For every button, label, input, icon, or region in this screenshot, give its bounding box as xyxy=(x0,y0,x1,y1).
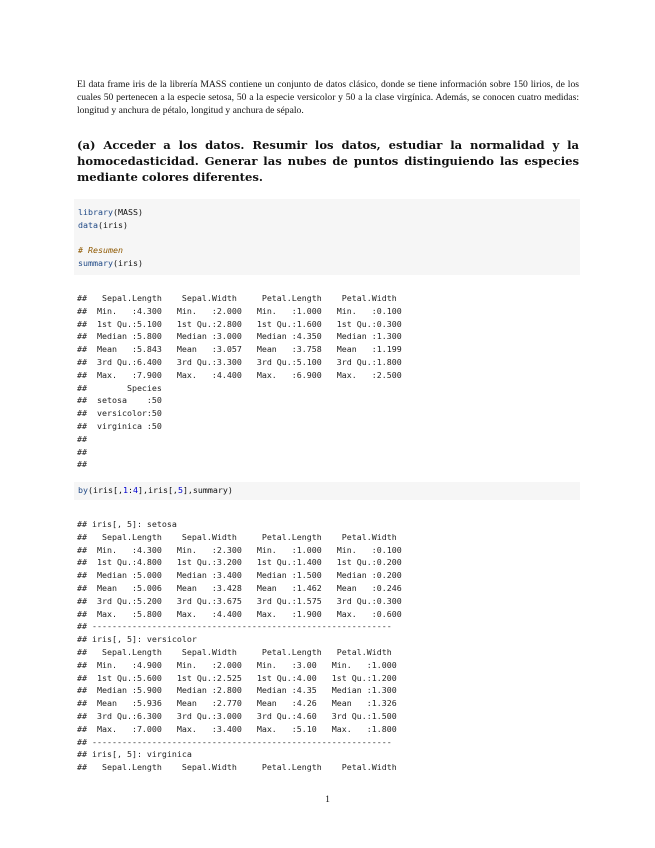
code-number: 1 xyxy=(122,485,128,495)
intro-paragraph: El data frame iris de la librería MASS contiene un conjunto de datos clásico, donde se tiene información sobre 150 lirios, de los cuales 50 pertenecen a la especie setosa, 50 a la especie versicolor y 50 a la clase virgínica. Además, se conocen cuatro medidas: longitud y anchura de pétalo, longitud y anchura de sépalo. xyxy=(77,79,579,116)
output-line: ## 3rd Qu.:6.400 3rd Qu.:3.300 3rd Qu.:5.100 3rd Qu.:1.800 xyxy=(77,356,402,367)
output-line: ## 1st Qu.:5.600 1st Qu.:2.525 1st Qu.:4.00 1st Qu.:1.200 xyxy=(77,672,397,683)
output-line: ## Min. :4.300 Min. :2.300 Min. :1.000 Min. :0.100 xyxy=(77,544,402,555)
output-line: ## Mean :5.936 Mean :2.770 Mean :4.26 Mean :1.326 xyxy=(77,698,397,709)
output-line: ## Max. :5.800 Max. :4.400 Max. :1.900 Max. :0.600 xyxy=(77,608,402,619)
code-function: summary xyxy=(78,258,113,269)
output-line: ## Median :5.900 Median :2.800 Median :4.35 Median :1.300 xyxy=(77,685,397,696)
code-function: by xyxy=(78,485,88,495)
output-line: ## 1st Qu.:4.800 1st Qu.:3.200 1st Qu.:1.400 1st Qu.:0.200 xyxy=(77,557,402,568)
output-line: ## Median :5.800 Median :3.000 Median :4.350 Median :1.300 xyxy=(77,331,402,342)
output-line: ## iris[, 5]: setosa xyxy=(77,519,177,529)
code-block-by xyxy=(74,482,580,500)
code-text: (iris) xyxy=(112,258,143,269)
output-line: ## Max. :7.000 Max. :3.400 Max. :5.10 Max. :1.800 xyxy=(77,723,397,734)
code-number: 5 xyxy=(177,485,183,495)
code-text: ],iris[, xyxy=(137,485,178,495)
output-line: ## Mean :5.006 Mean :3.428 Mean :1.462 Mean :0.246 xyxy=(77,582,402,593)
code-text: ],summary) xyxy=(182,485,233,495)
output-line: ## xyxy=(77,446,87,457)
output-line: ## Min. :4.300 Min. :2.000 Min. :1.000 Min. :0.100 xyxy=(77,305,402,316)
output-line: ## iris[, 5]: virginica xyxy=(77,749,192,760)
output-text xyxy=(77,292,577,471)
output-line: ## 3rd Qu.:5.200 3rd Qu.:3.675 3rd Qu.:1.575 3rd Qu.:0.300 xyxy=(77,595,402,606)
output-line: ## 1st Qu.:5.100 1st Qu.:2.800 1st Qu.:1.600 1st Qu.:0.300 xyxy=(77,318,402,329)
output-line: ## xyxy=(77,459,87,470)
output-line: ## Sepal.Length Sepal.Width Petal.Length Petal.Width xyxy=(77,293,397,303)
output-summary xyxy=(77,292,577,471)
output-line: ## setosa :50 xyxy=(77,395,162,406)
code-comment: # Resumen xyxy=(78,245,123,256)
code-block-summary xyxy=(74,199,580,275)
output-line: ## Median :5.000 Median :3.400 Median :1.500 Median :0.200 xyxy=(77,570,402,581)
section-heading: (a) Acceder a los datos. Resumir los datos, estudiar la normalidad y la homocedasticidad. Generar las nubes de puntos distinguiendo las especies mediante colores diferentes. xyxy=(77,138,579,184)
output-line: ## virginica :50 xyxy=(77,420,162,431)
code-function: library xyxy=(78,207,113,217)
output-text xyxy=(77,518,577,774)
output-line: ## Mean :5.843 Mean :3.057 Mean :3.758 Mean :1.199 xyxy=(77,344,402,355)
output-by xyxy=(77,518,577,774)
output-line: ## ------------------------------------------------------------ xyxy=(77,736,392,747)
code-number: 4 xyxy=(132,485,138,495)
output-line: ## Sepal.Length Sepal.Width Petal.Length Petal.Width xyxy=(77,762,397,773)
output-line: ## versicolor:50 xyxy=(77,408,162,419)
code-function: data xyxy=(78,219,98,230)
output-line: ## Sepal.Length Sepal.Width Petal.Length Petal.Width xyxy=(77,646,392,657)
output-line: ## Min. :4.900 Min. :2.000 Min. :3.00 Min. :1.000 xyxy=(77,659,397,670)
page-number: 1 xyxy=(325,794,330,805)
code-text: (MASS) xyxy=(112,207,143,217)
output-line: ## Species xyxy=(77,382,162,393)
output-line: ## xyxy=(77,433,87,444)
output-line: ## Max. :7.900 Max. :4.400 Max. :6.900 Max. :2.500 xyxy=(77,369,402,380)
code-text: : xyxy=(127,485,133,495)
output-line: ## iris[, 5]: versicolor xyxy=(77,634,197,645)
code-text: (iris) xyxy=(97,219,128,230)
output-line: ## ------------------------------------------------------------ xyxy=(77,621,392,632)
output-line: ## 3rd Qu.:6.300 3rd Qu.:3.000 3rd Qu.:4.60 3rd Qu.:1.500 xyxy=(77,710,397,721)
code-text: (iris[, xyxy=(88,485,123,495)
output-line: ## Sepal.Length Sepal.Width Petal.Length Petal.Width xyxy=(77,531,397,542)
